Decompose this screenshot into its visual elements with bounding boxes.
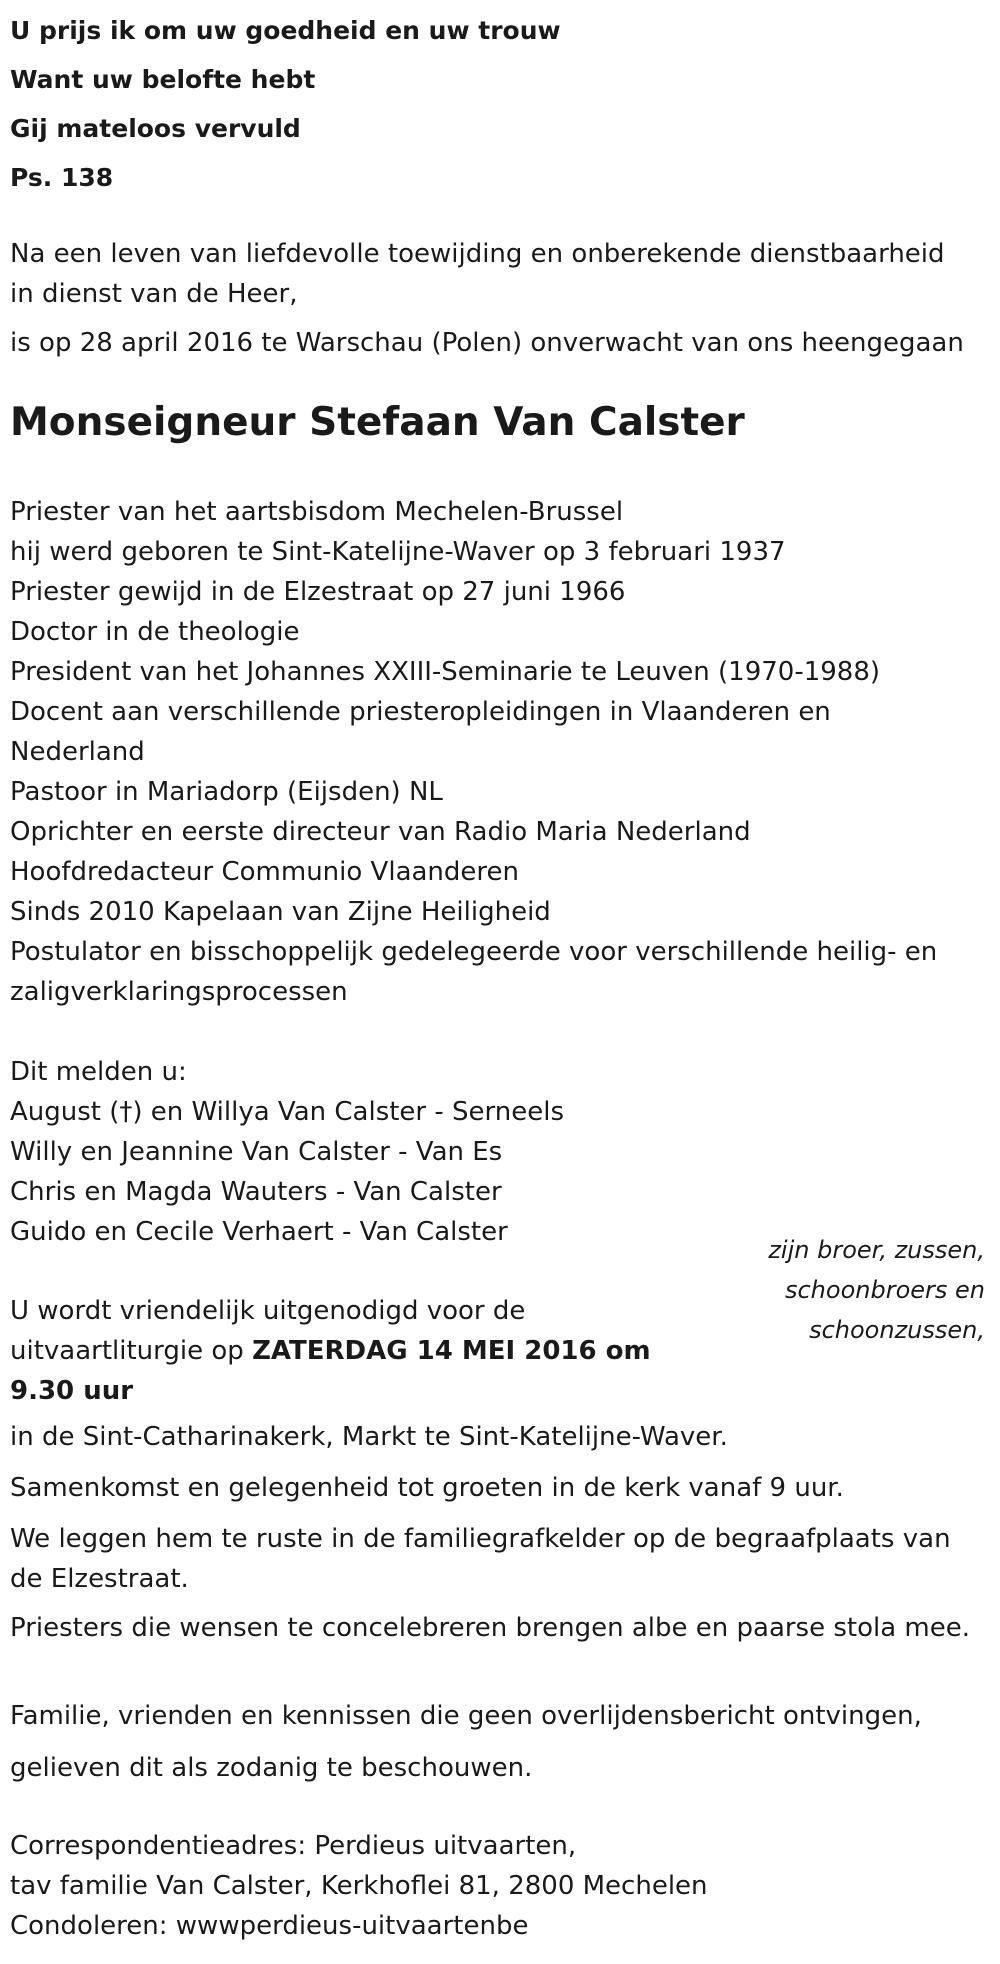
correspondence-address: Correspondentieadres: Perdieus uitvaarten, [10, 1831, 577, 1861]
funeral-location: in de Sint-Catharinakerk, Markt te Sint-Katelijne-Waver. [10, 1422, 728, 1452]
relation-line: schoonbroers en [784, 1276, 985, 1304]
biography-item: Docent aan verschillende priesteropleidingen in Vlaanderen en [10, 697, 831, 727]
biography-item: Doctor in de theologie [10, 617, 300, 647]
psalm-line: Gij mateloos vervuld [10, 114, 301, 143]
family-relation [755, 1230, 985, 1350]
biography-item: President van het Johannes XXIII-Seminarie te Leuven (1970-1988) [10, 657, 881, 687]
correspondence-recipient: tav familie Van Calster, Kerkhoflei 81, 2800 Mechelen [10, 1871, 708, 1901]
biography-item: Sinds 2010 Kapelaan van Zijne Heiligheid [10, 897, 551, 927]
announcers-list [10, 1052, 990, 1252]
biography-list [10, 492, 990, 1012]
announcer-name: Willy en Jeannine Van Calster - Van Es [10, 1137, 503, 1167]
intro-line: Na een leven van liefdevolle toewijding en onberekende dienstbaarheid [10, 239, 945, 269]
relation-line: zijn broer, zussen, [768, 1236, 985, 1264]
funeral-date-time: ZATERDAG 14 MEI 2016 om 9.30 uur [10, 1336, 651, 1406]
biography-item: hij werd geboren te Sint-Katelijne-Waver op 3 februari 1937 [10, 537, 786, 567]
biography-item: Priester gewijd in de Elzestraat op 27 juni 1966 [10, 577, 626, 607]
announcer-name: Chris en Magda Wauters - Van Calster [10, 1177, 502, 1207]
announcer-name: August (†) en Willya Van Calster - Serneels [10, 1097, 564, 1127]
psalm-line: U prijs ik om uw goedheid en uw trouw [10, 16, 561, 45]
invite-text: U wordt vriendelijk uitgenodigd voor de uitvaartliturgie op [10, 1296, 526, 1366]
funeral-invitation [10, 1291, 710, 1411]
biography-item: Oprichter en eerste directeur van Radio Maria Nederland [10, 817, 751, 847]
intro-line: in dienst van de Heer, [10, 279, 298, 309]
biography-item: Priester van het aartsbisdom Mechelen-Brussel [10, 497, 624, 527]
intro-line: is op 28 april 2016 te Warschau (Polen) onverwacht van ons heengegaan [10, 328, 964, 358]
relation-line: schoonzussen, [809, 1316, 985, 1344]
deceased-name: Monseigneur Stefaan Van Calster [10, 400, 745, 445]
announcers-intro: Dit melden u: [10, 1057, 187, 1087]
announcer-name: Guido en Cecile Verhaert - Van Calster [10, 1217, 508, 1247]
notice-line: gelieven dit als zodanig te beschouwen. [10, 1753, 533, 1783]
psalm-reference: Ps. 138 [10, 163, 114, 192]
gathering-info: Samenkomst en gelegenheid tot groeten in de kerk vanaf 9 uur. [10, 1473, 844, 1503]
burial-info: We leggen hem te ruste in de familiegrafkelder op de begraafplaats van de Elzestraat. [10, 1524, 951, 1594]
psalm-line: Want uw belofte hebt [10, 65, 316, 94]
biography-item: Nederland [10, 737, 145, 767]
biography-item: zaligverklaringsprocessen [10, 977, 348, 1007]
notice-line: Familie, vrienden en kennissen die geen overlijdensbericht ontvingen, [10, 1701, 922, 1731]
biography-item: Pastoor in Mariadorp (Eijsden) NL [10, 777, 443, 807]
priests-info: Priesters die wensen te concelebreren brengen albe en paarse stola mee. [10, 1613, 971, 1643]
condolence-website: Condoleren: wwwperdieus-uitvaartenbe [10, 1911, 529, 1941]
biography-item: Hoofdredacteur Communio Vlaanderen [10, 857, 520, 887]
psalm-quote [10, 6, 990, 202]
biography-item: Postulator en bisschoppelijk gedelegeerde voor verschillende heilig- en [10, 937, 938, 967]
